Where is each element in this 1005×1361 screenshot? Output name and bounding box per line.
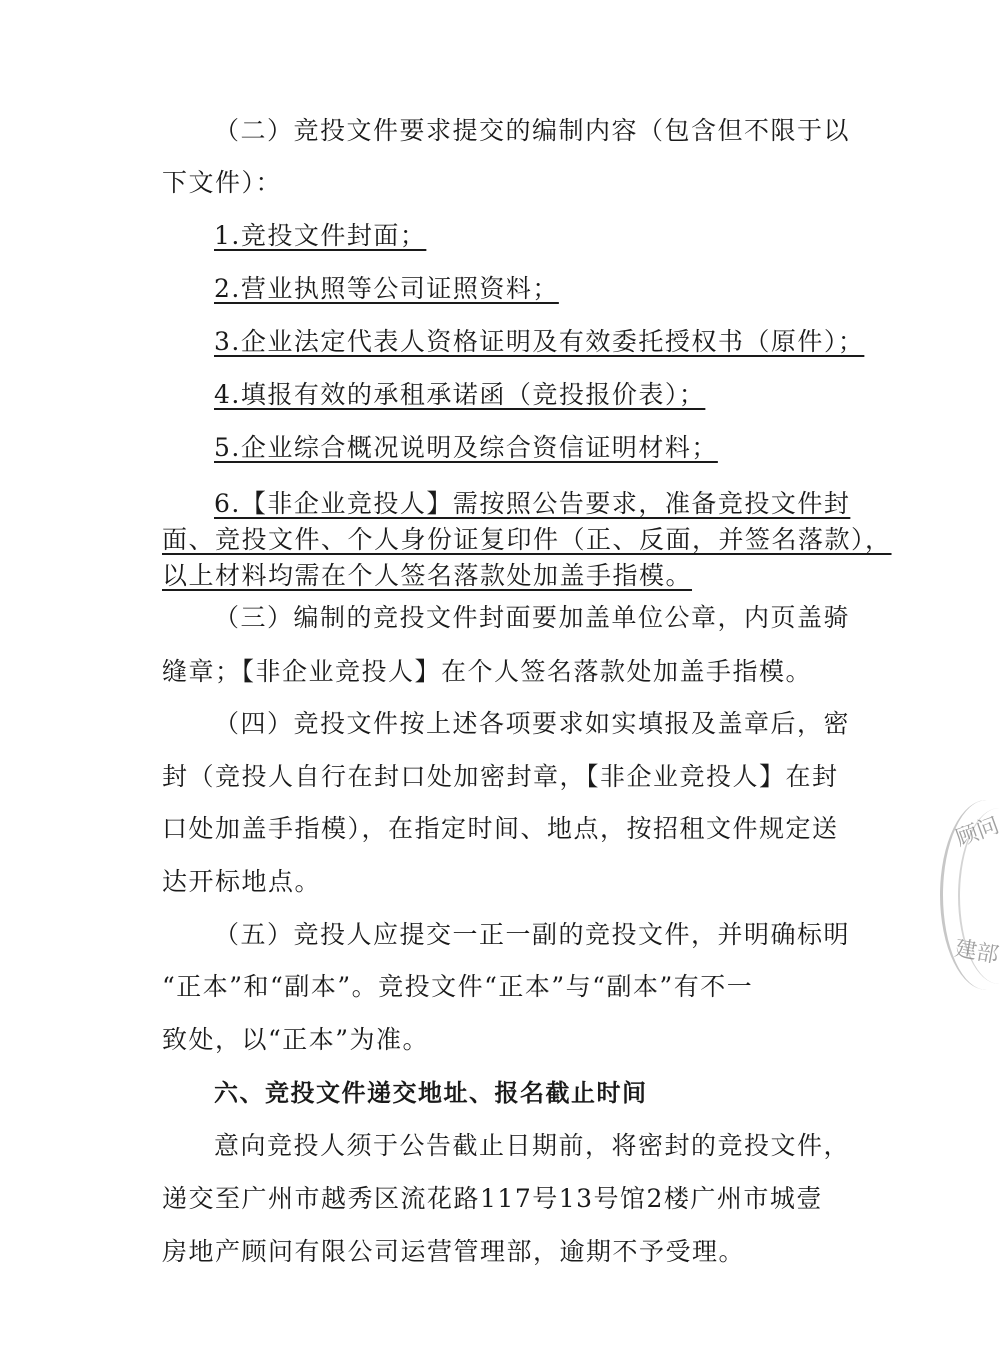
section-6-line-2: 递交至广州市越秀区流花路117号13号馆2楼广州市城壹: [162, 1184, 823, 1213]
paragraph-4-line-1: （四）竞投文件按上述各项要求如实填报及盖章后，密: [214, 709, 851, 738]
paragraph-4-line-2: 封（竞投人自行在封口处加密封章，【非企业竞投人】在封: [162, 762, 839, 791]
section-6-line-3: 房地产顾问有限公司运营管理部，逾期不予受理。: [162, 1237, 746, 1266]
paragraph-5-line-2: “正本”和“副本”。竞投文件“正本”与“副本”有不一: [162, 972, 754, 1001]
paragraph-5-line-1: （五）竞投人应提交一正一副的竞投文件，并明确标明: [214, 920, 851, 949]
list-item-5: 5.企业综合概况说明及综合资信证明材料；: [214, 433, 718, 462]
list-item-6-line-1: 6.【非企业竞投人】需按照公告要求，准备竞投文件封: [214, 489, 851, 518]
list-item-4: 4.填报有效的承租承诺函（竞投报价表）；: [214, 380, 706, 409]
list-item-6-line-2: 面、竞投文件、个人身份证复印件（正、反面，并签名落款），: [162, 525, 892, 554]
list-item-1: 1.竞投文件封面；: [214, 221, 427, 250]
paragraph-2-line-2: 下文件）：: [162, 168, 283, 197]
list-item-3: 3.企业法定代表人资格证明及有效委托授权书（原件）；: [214, 327, 865, 356]
paragraph-3-line-1: （三）编制的竞投文件封面要加盖单位公章，内页盖骑: [214, 603, 851, 632]
seal-stamp-text-bottom: 建部: [952, 936, 1001, 969]
list-item-2: 2.营业执照等公司证照资料；: [214, 274, 559, 303]
section-6-line-1: 意向竞投人须于公告截止日期前，将密封的竞投文件，: [214, 1131, 851, 1160]
paragraph-3-line-2: 缝章；【非企业竞投人】在个人签名落款处加盖手指模。: [162, 657, 813, 686]
paragraph-4-line-4: 达开标地点。: [162, 867, 322, 896]
paragraph-5-line-3: 致处，以“正本”为准。: [162, 1025, 430, 1054]
seal-stamp-text-top: 顾问: [952, 813, 1003, 852]
section-6-heading: 六、竞投文件递交地址、报名截止时间: [214, 1079, 648, 1107]
list-item-6-line-3: 以上材料均需在个人签名落款处加盖手指模。: [162, 561, 693, 590]
paragraph-4-line-3: 口处加盖手指模），在指定时间、地点，按招租文件规定送: [162, 814, 839, 843]
paragraph-2-line-1: （二）竞投文件要求提交的编制内容（包含但不限于以: [214, 116, 851, 145]
